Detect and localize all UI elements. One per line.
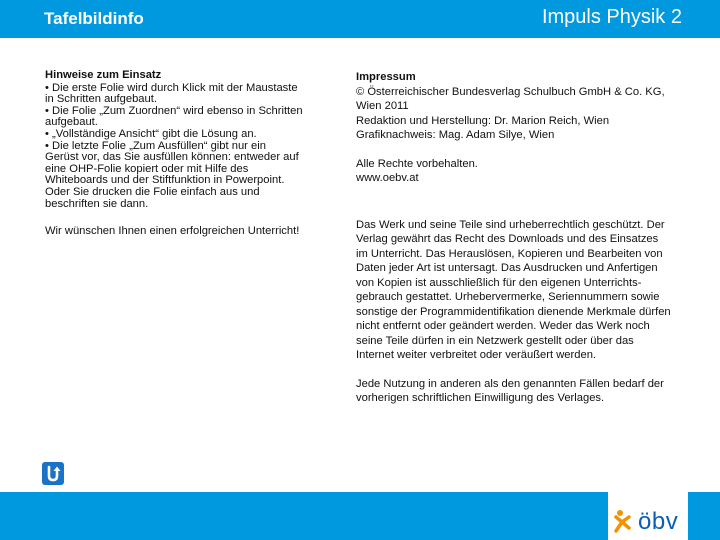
return-arrow-icon: [44, 464, 62, 483]
closing-text: Wir wünschen Ihnen einen erfolgreichen Unterricht!: [45, 225, 300, 238]
website-link[interactable]: www.oebv.at: [356, 172, 419, 184]
hint-line: in Schritten aufgebaut.: [45, 93, 157, 106]
imprint-column: [356, 70, 696, 406]
hints-heading: Hinweise zum Einsatz: [45, 69, 162, 81]
hint-line: Whiteboards und der Stiftfunktion in Powerpoint.: [45, 174, 285, 187]
publisher-logo: [608, 481, 688, 540]
oebv-logo-mark-icon: [612, 508, 636, 534]
logo-wordmark: öbv: [638, 508, 679, 535]
rights-info: [356, 157, 696, 186]
copyright-line: sonstige der Programmidentifikation dienende Merkmale dürfen: [356, 305, 671, 318]
copyright-notice: [356, 218, 696, 363]
section-title: Tafelbildinfo: [44, 9, 144, 28]
copyright-line: Das Werk und seine Teile sind urheberrechtlich geschützt. Der: [356, 218, 665, 231]
hint-line: aufgebaut.: [45, 116, 98, 129]
hint-line: • Die Folie „Zum Zuordnen“ wird ebenso in Schritten: [45, 104, 303, 117]
hints-list: [45, 83, 330, 211]
hint-line: • Die erste Folie wird durch Klick mit der Maustaste: [45, 81, 298, 94]
usage-notice: [356, 377, 696, 406]
publisher-info: [356, 85, 696, 143]
copyright-line: von Kopien ist ausschließlich für den eigenen Unterrichts-: [356, 276, 642, 289]
usage-line: vorherigen schriftlichen Einwilligung des Verlages.: [356, 392, 605, 404]
copyright-line: gebrauch gestattet. Urhebervermerke, Seriennummern sowie: [356, 291, 660, 303]
imprint-line: Redaktion und Herstellung: Dr. Marion Reich, Wien: [356, 114, 610, 127]
return-button[interactable]: [42, 462, 64, 485]
hint-line: • Die letzte Folie „Zum Ausfüllen“ gibt nur ein: [45, 139, 266, 152]
hint-line: Gerüst vor, das Sie ausfüllen können: entweder auf: [45, 151, 299, 164]
copyright-line: im Unterricht. Das Herauslösen, Kopieren und Bearbeiten von: [356, 247, 663, 260]
rights-line: Alle Rechte vorbehalten.: [356, 157, 478, 170]
usage-line: Jede Nutzung in anderen als den genannten Fällen bedarf der: [356, 377, 664, 390]
book-title: Impuls Physik 2: [541, 6, 682, 28]
copyright-line: Internet weiter verbreitet oder veräußert werden.: [356, 349, 597, 361]
hint-line: eine OHP-Folie kopiert oder mit Hilfe des: [45, 162, 249, 175]
header-bar: [0, 0, 720, 38]
copyright-line: nicht entfernt oder geändert werden. Weder das Werk noch: [356, 320, 650, 332]
imprint-heading: Impressum: [356, 71, 416, 83]
hint-line: • „Vollständige Ansicht“ gibt die Lösung an.: [45, 127, 257, 140]
hints-column: [45, 70, 330, 238]
copyright-line: Verlag gewährt das Recht des Downloads und des Einsatzes: [356, 233, 659, 245]
hint-line: Oder Sie drucken die Folie einfach aus und: [45, 185, 260, 198]
imprint-line: © Österreichischer Bundesverlag Schulbuch GmbH & Co. KG,: [356, 85, 665, 98]
imprint-line: Grafiknachweis: Mag. Adam Silye, Wien: [356, 129, 555, 141]
copyright-line: Daten jeder Art ist untersagt. Das Ausdrucken und Anfertigen: [356, 262, 658, 274]
imprint-line: Wien 2011: [356, 100, 409, 112]
hint-line: beschriften sie dann.: [45, 197, 149, 210]
copyright-line: seine Teile dürfen in ein Netzwerk gestellt oder über das: [356, 334, 634, 347]
